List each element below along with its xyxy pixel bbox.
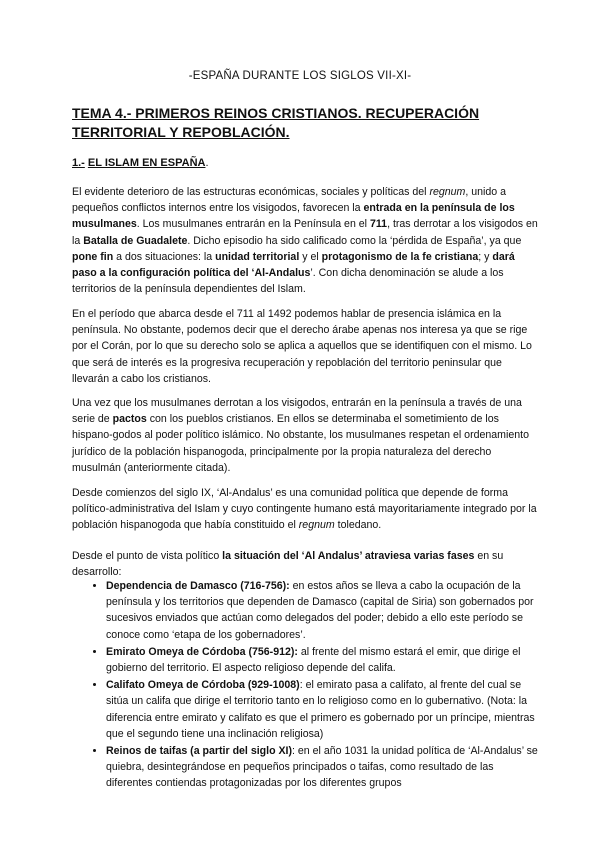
paragraph-4: Desde comienzos del siglo IX, ‘Al-Andalus’ es una comunidad política que depende de forma político-administrativa del Islam y cuyo contingente humano está mayoritariamente integrado por la población hispanogoda que había constituido el regnum toledano. (72, 487, 537, 532)
paragraph-1: El evidente deterioro de las estructuras económicas, sociales y políticas del regnum, unido a pequeños conflictos internos entre los visigodos, favorecen la entrada en la península de los musulmanes. Los musulmanes entrarán en la Península en el 711, tras derrotar a los visigodos en la Batalla de Guadalete. Dicho episodio ha sido calificado como la ‘pérdida de España’, ya que pone fin a dos situaciones: la unidad territorial y el protagonismo de la fe cristiana; y dará paso a la configuración política del ‘Al-Andalus’. Con dicha denominación se alude a los territorios de la península dependientes del Islam. (72, 186, 538, 296)
paragraph-2: En el período que abarca desde el 711 al 1492 podemos hablar de presencia islámica en la península. No obstante, podemos decir que el derecho árabe apenas nos interesa ya que se rige por el Corán, por lo que su derecho solo se aplica a aquellos que se identifiquen con el mismo. Lo que será de interés es la progresiva recuperación y repoblación del territorio peninsular que llevarán a cabo los cristianos. (72, 308, 532, 385)
list-item: • Emirato Omeya de Córdoba (756-912): al frente del mismo estará el emir, que dirige el gobierno del territorio. El aspecto religioso depende del califa. (106, 644, 538, 676)
section-heading (72, 157, 209, 169)
document-header: -ESPAÑA DURANTE LOS SIGLOS VII-XI- (188, 70, 412, 82)
paragraph-5: Desde el punto de vista político la situación del ‘Al Andalus’ atraviesa varias fases en su desarrollo: (72, 550, 504, 579)
list-item: • Dependencia de Damasco (716-756): en estos años se lleva a cabo la ocupación de la península y los territorios que dependen de Damasco (capital de Siria) son gobernados por sucesivos enviados que actúan como delegados del poder; debido a ello este período se conoce como ‘etapa de los gobernadores’. (106, 578, 538, 643)
section-number: 1.- (72, 157, 85, 169)
phases-list (72, 578, 538, 793)
list-item: • Reinos de taifas (a partir del siglo XI): en el año 1031 la unidad política de ‘Al-Andalus’ se quiebra, desintegrándose en pequeños principados o taifas, como resultado de las diferentes contiendas protagonizadas por los diferentes grupos (106, 743, 538, 792)
paragraph-3: Una vez que los musulmanes derrotan a los visigodos, entrarán en la península a través de una serie de pactos con los pueblos cristianos. En ellos se determinaba el sometimiento de los hispano-godos al poder político islámico. No obstante, los musulmanes respetan el ordenamiento jurídico de la población hispanogoda, principalmente por la propia naturaleza del derecho musulmán (anteriormente citada). (72, 397, 529, 474)
section-label: EL ISLAM EN ESPAÑA (87, 157, 206, 169)
section-end: . (205, 157, 209, 169)
list-item: • Califato Omeya de Córdoba (929-1008): el emirato pasa a califato, al frente del cual se sitúa un califa que dirige el territorio tanto en lo religioso como en lo gubernativo. (Nota: la diferencia entre emirato y califato es que el primero es gobernado por un príncipe, mientras que el segundo tiene una inclinación religiosa) (106, 677, 538, 742)
page-title: TEMA 4.- PRIMEROS REINOS CRISTIANOS. RECUPERACIÓN TERRITORIAL Y REPOBLACIÓN. (72, 105, 480, 140)
